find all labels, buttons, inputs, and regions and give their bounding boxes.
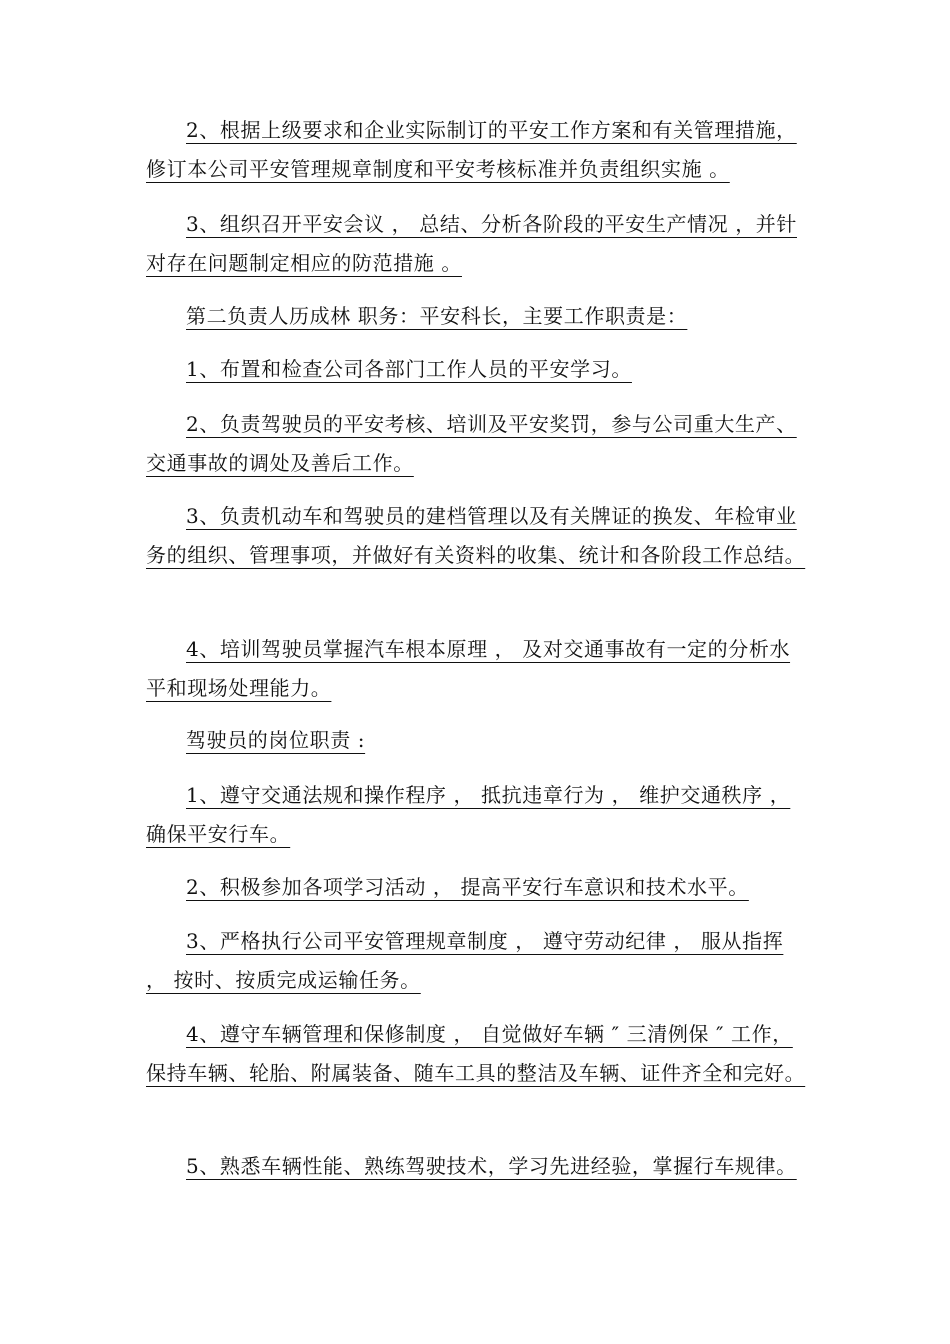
paragraph-3-text: 第二负责人历成林 职务：平安科长，主要工作职责是：: [186, 304, 688, 328]
paragraph-8-text: 驾驶员的岗位职责 :: [186, 728, 366, 752]
paragraph-10-text: 2、积极参加各项学习活动 ， 提高平安行车意识和技术水平。: [186, 875, 749, 899]
paragraph-2-text: 3、组织召开平安会议 ， 总结、分析各阶段的平安生产情况 ，并针对存在问题制定相应的防范措施 。: [146, 212, 797, 275]
paragraph-12-text: 4、遵守车辆管理和保修制度 ， 自觉做好车辆 ″ 三清例保 ″ 工作，保持车辆、轮胎、附属装备、随车工具的整洁及车辆、证件齐全和完好。: [146, 1022, 806, 1085]
paragraph-9-text: 1、遵守交通法规和操作程序 ， 抵抗违章行为 ， 维护交通秩序 ， 确保平安行车。: [146, 783, 791, 846]
paragraph-1: [146, 111, 806, 189]
paragraph-4-text: 1、布置和检查公司各部门工作人员的平安学习。: [186, 357, 632, 381]
paragraph-6: [146, 497, 806, 575]
paragraph-8: [146, 721, 806, 760]
paragraph-10: [146, 868, 806, 907]
paragraph-7-text: 4、培训驾驶员掌握汽车根本原理 ， 及对交通事故有一定的分析水平和现场处理能力。: [146, 637, 791, 700]
paragraph-12: [146, 1015, 806, 1093]
paragraph-9: [146, 776, 806, 854]
paragraph-7: [146, 630, 806, 708]
paragraph-13: [146, 1147, 806, 1186]
paragraph-11-text: 3、严格执行公司平安管理规章制度 ， 遵守劳动纪律 ， 服从指挥 ， 按时、按质完成运输任务。: [146, 929, 784, 992]
paragraph-5: [146, 405, 806, 483]
paragraph-2: [146, 205, 806, 283]
paragraph-1-text: 2、根据上级要求和企业实际制订的平安工作方案和有关管理措施，修订本公司平安管理规章制度和平安考核标准并负责组织实施 。: [146, 118, 797, 181]
paragraph-11: [146, 922, 806, 1000]
paragraph-13-text: 5、熟悉车辆性能、熟练驾驶技术，学习先进经验，掌握行车规律。: [186, 1154, 797, 1178]
paragraph-3: [146, 297, 806, 336]
paragraph-5-text: 2、负责驾驶员的平安考核、培训及平安奖罚，参与公司重大生产、交通事故的调处及善后工作。: [146, 412, 797, 475]
paragraph-4: [146, 350, 806, 389]
paragraph-6-text: 3、负责机动车和驾驶员的建档管理以及有关牌证的换发、年检审业务的组织、管理事项，并做好有关资料的收集、统计和各阶段工作总结。: [146, 504, 806, 567]
